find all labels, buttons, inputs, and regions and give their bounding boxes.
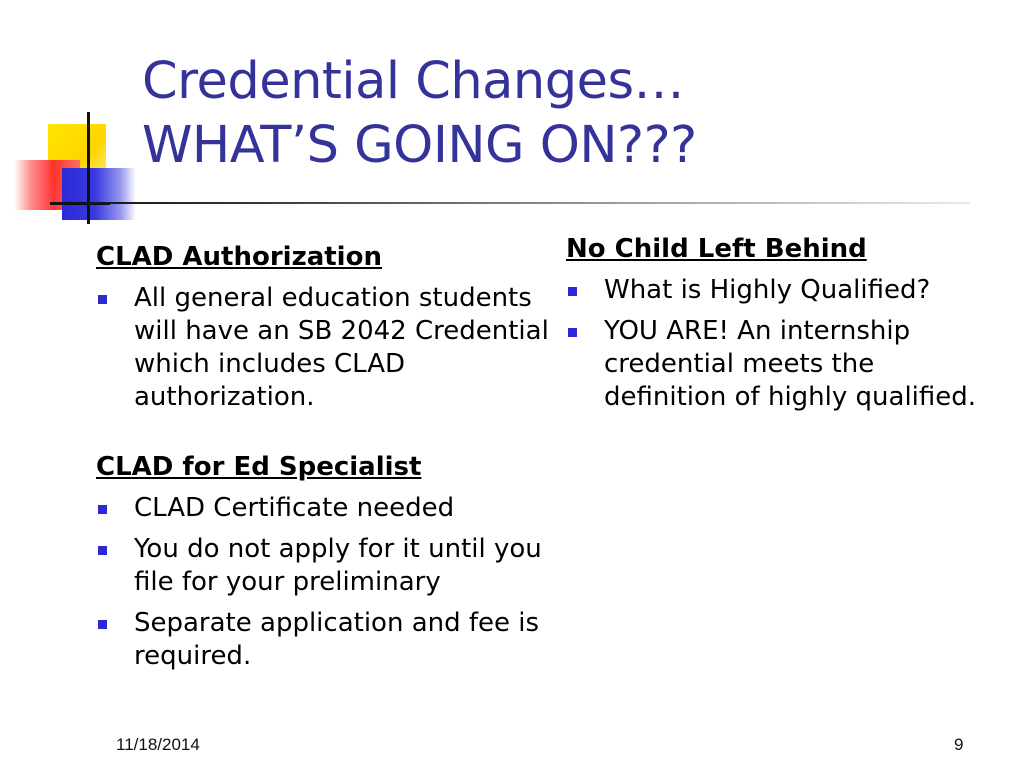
title-rule (60, 202, 970, 204)
list-item-text: Separate application and fee is required. (134, 608, 540, 671)
footer-date: 11/18/2014 (116, 735, 200, 754)
left-column (96, 240, 566, 681)
slide-title-line2: WHAT’S GOING ON??? (142, 116, 697, 175)
list-item (96, 492, 566, 525)
section-clad-ed-specialist (96, 450, 566, 673)
square-bullet-icon (98, 295, 107, 304)
bullet-list (96, 492, 566, 673)
section-heading: No Child Left Behind (566, 234, 867, 264)
square-bullet-icon (568, 287, 577, 296)
list-item-text: All general education students will have an SB 2042 Credential which includes CLAD authorization. (134, 283, 549, 412)
list-item-text: YOU ARE! An internship credential meets the definition of highly qualified. (604, 316, 977, 412)
square-bullet-icon (98, 505, 107, 514)
slide-title-line1: Credential Changes… (142, 52, 685, 111)
section-no-child-left-behind (566, 232, 996, 414)
list-item (96, 607, 566, 673)
slide-title (142, 50, 697, 178)
list-item-text: What is Highly Qualified? (604, 275, 931, 305)
section-heading: CLAD for Ed Specialist (96, 452, 422, 482)
section-heading: CLAD Authorization (96, 242, 382, 272)
list-item-text: You do not apply for it until you file for your preliminary (134, 534, 542, 597)
square-bullet-icon (98, 546, 107, 555)
square-bullet-icon (568, 328, 577, 337)
right-column (566, 232, 996, 422)
page-number: 9 (954, 735, 964, 754)
vertical-line-shape (87, 112, 90, 224)
slide-logo (0, 0, 140, 230)
bullet-list (566, 274, 996, 414)
bullet-list (96, 282, 566, 414)
list-item (96, 533, 566, 599)
square-bullet-icon (98, 620, 107, 629)
list-item (566, 315, 996, 414)
section-clad-authorization (96, 240, 566, 414)
list-item-text: CLAD Certificate needed (134, 493, 455, 523)
list-item (96, 282, 566, 414)
list-item (566, 274, 996, 307)
blue-square-shape (62, 168, 136, 220)
